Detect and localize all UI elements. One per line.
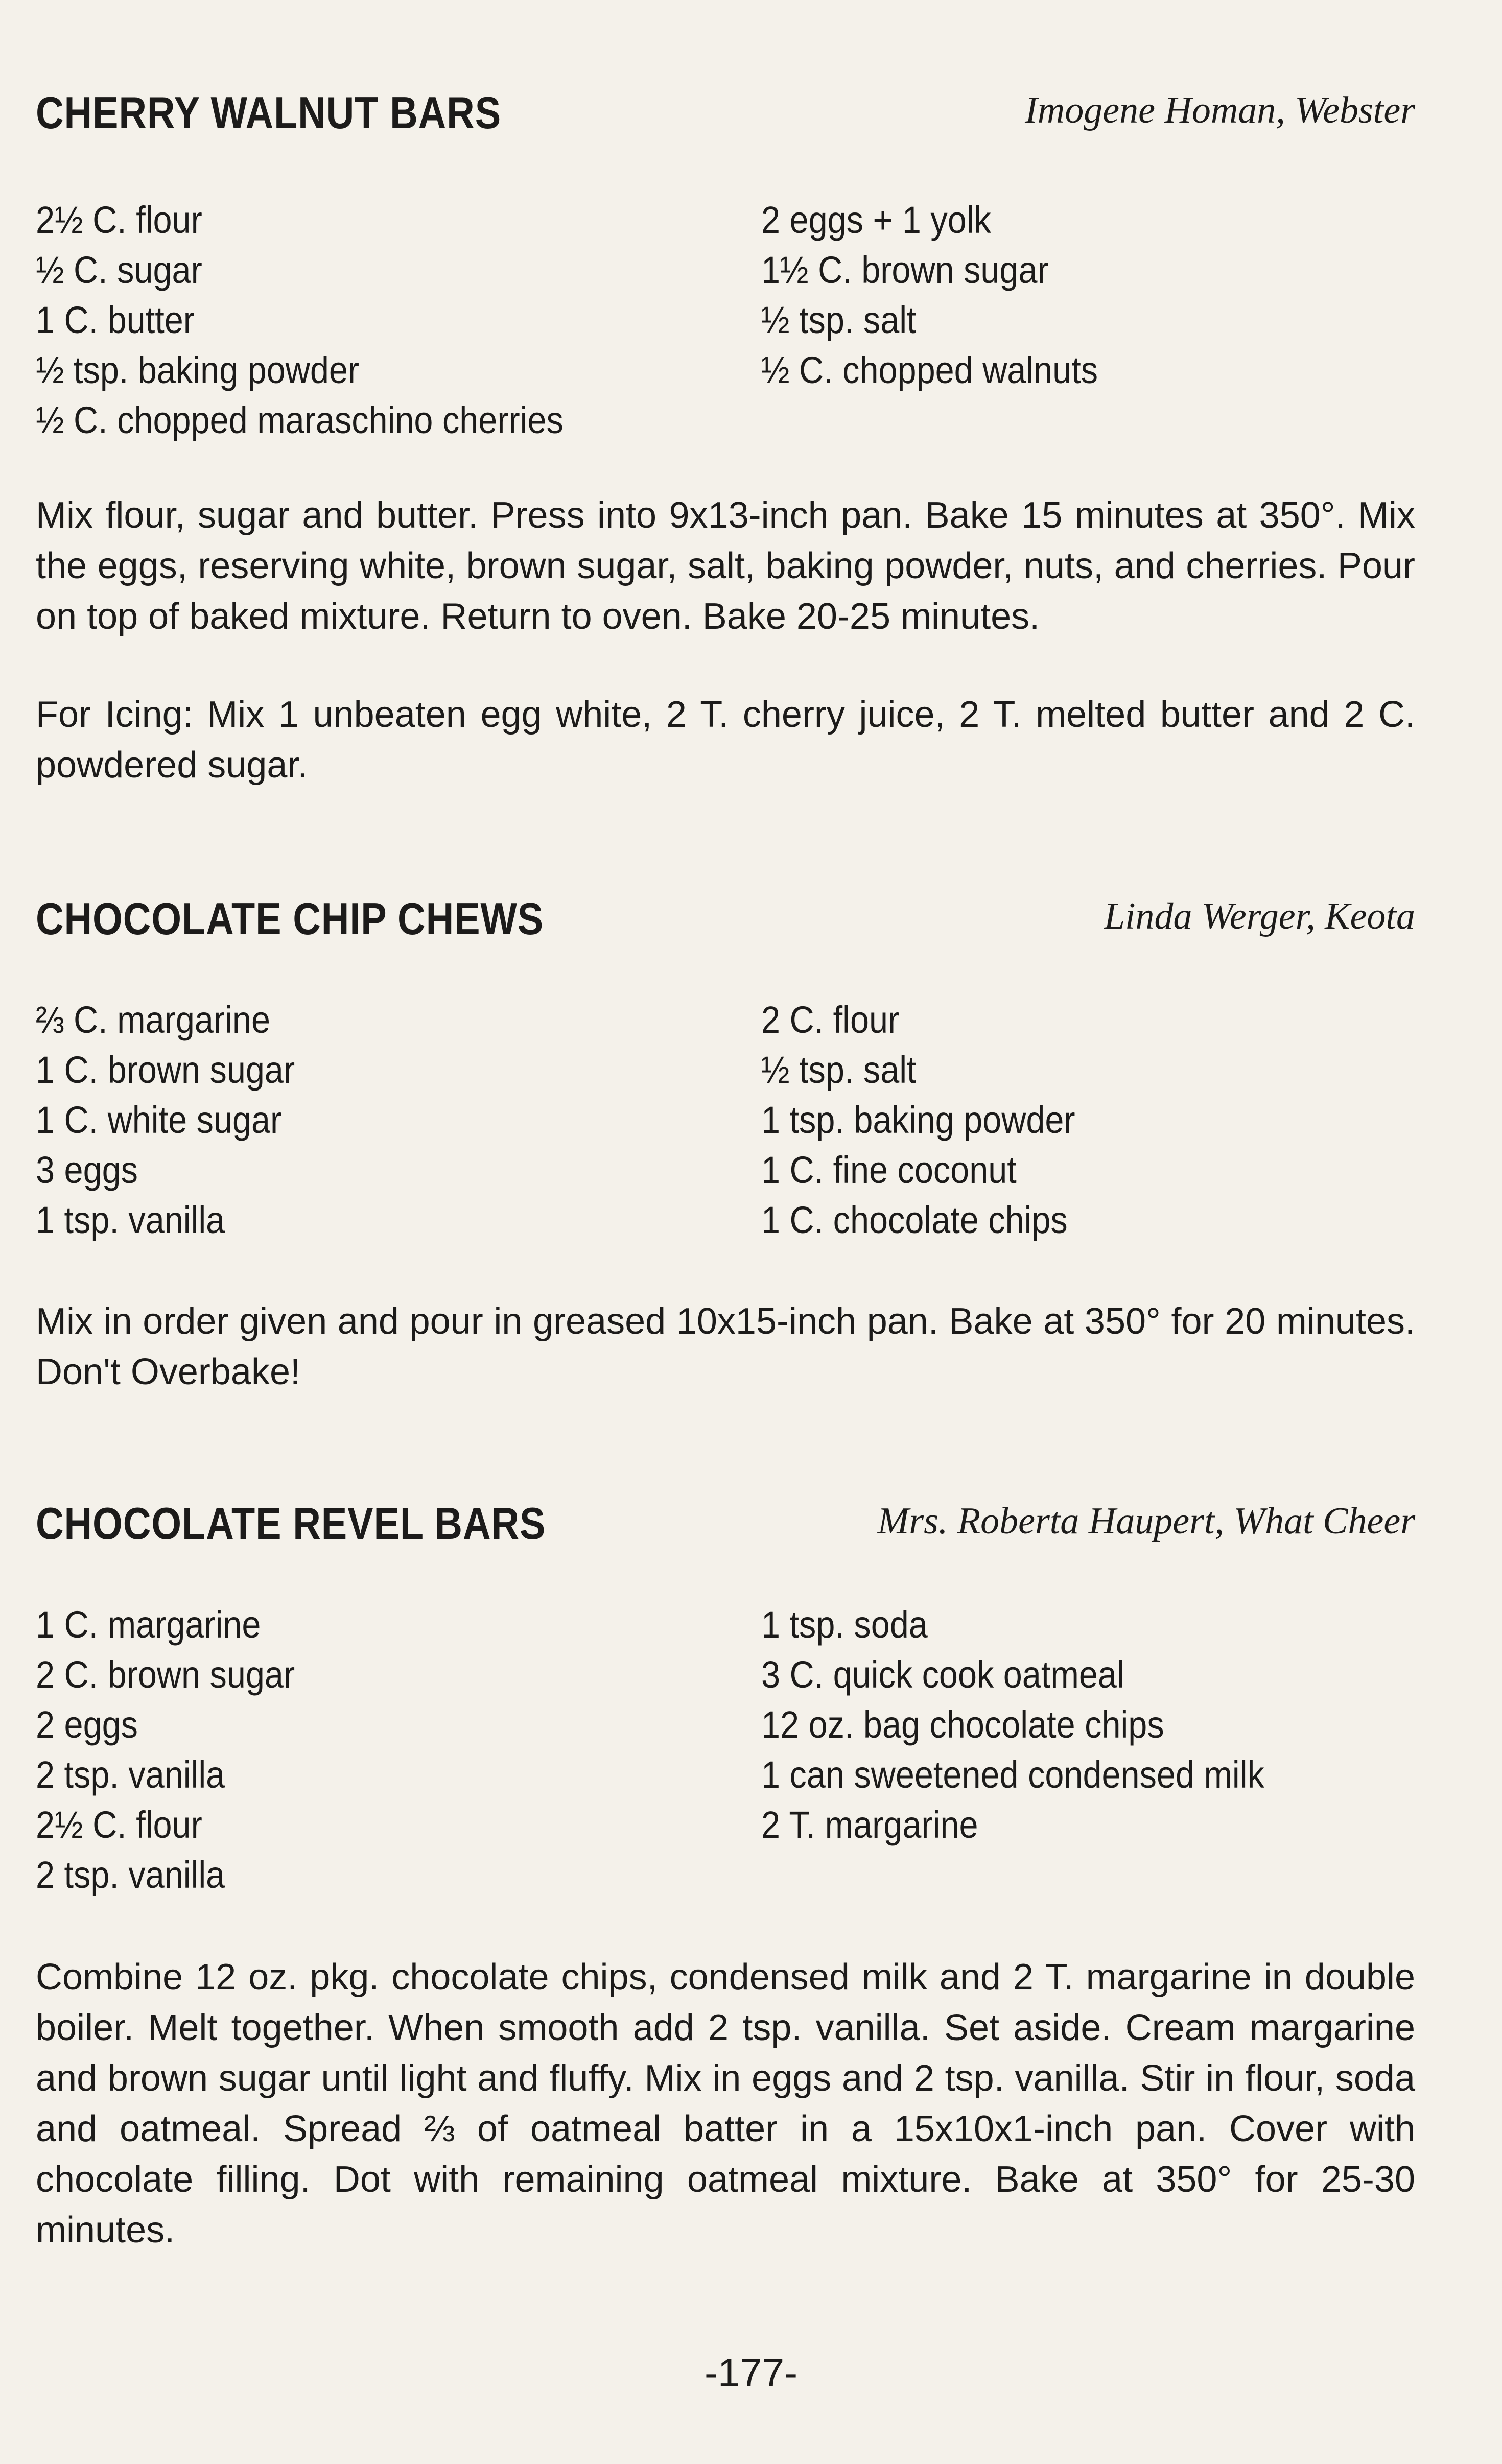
ingredient: ½ tsp. salt — [761, 299, 917, 341]
ingredient: 1 tsp. baking powder — [761, 1099, 1075, 1141]
ingredient: 2½ C. flour — [36, 1804, 202, 1846]
ingredient: 2 C. flour — [761, 999, 900, 1041]
ingredients-left-column — [36, 1600, 324, 1900]
ingredient: 1 tsp. vanilla — [36, 1199, 225, 1241]
ingredient: ⅔ C. margarine — [36, 999, 270, 1041]
ingredient: ½ tsp. baking powder — [36, 349, 360, 391]
recipe-author: Imogene Homan, Webster — [1025, 89, 1415, 131]
ingredient: 1 C. margarine — [36, 1603, 261, 1646]
ingredient: 1 C. butter — [36, 299, 195, 341]
ingredient: ½ C. chopped maraschino cherries — [36, 399, 564, 441]
ingredient: ½ tsp. salt — [761, 1049, 917, 1091]
ingredients-left-column — [36, 995, 324, 1245]
icing-instructions: For Icing: Mix 1 unbeaten egg white, 2 T. cherry juice, 2 T. melted butter and 2 C. powdered sugar. — [36, 694, 1415, 786]
ingredient: 2 eggs + 1 yolk — [761, 199, 991, 241]
ingredients-right-column — [761, 995, 1110, 1245]
recipe-title: CHOCOLATE CHIP CHEWS — [36, 893, 544, 944]
ingredient: 2 eggs — [36, 1703, 138, 1746]
ingredient: 2 T. margarine — [761, 1804, 978, 1846]
recipe-author: Linda Werger, Keota — [1104, 895, 1415, 937]
ingredient: 1 can sweetened condensed milk — [761, 1754, 1264, 1796]
ingredient: ½ C. chopped walnuts — [761, 349, 1098, 391]
ingredient: 1 C. white sugar — [36, 1099, 282, 1141]
ingredient: 1½ C. brown sugar — [761, 249, 1049, 291]
ingredient: ½ C. sugar — [36, 249, 202, 291]
recipe-instructions: Mix flour, sugar and butter. Press into 9x13-inch pan. Bake 15 minutes at 350°. Mix the eggs, reserving white, brown sugar, salt, baking powder, nuts, and cherries. Pour on top of baked mixture. Return to oven. Bake 20-25 minutes. — [36, 495, 1415, 637]
page-number: -177- — [704, 2350, 798, 2395]
ingredient: 3 eggs — [36, 1149, 138, 1191]
ingredient: 1 C. brown sugar — [36, 1049, 295, 1091]
ingredients-left-column — [36, 195, 622, 445]
ingredient: 2 tsp. vanilla — [36, 1854, 225, 1896]
ingredient: 2 C. brown sugar — [36, 1653, 295, 1696]
ingredient: 1 tsp. soda — [761, 1603, 928, 1646]
ingredient: 1 C. fine coconut — [761, 1149, 1017, 1191]
ingredients-right-column — [761, 1600, 1320, 1850]
ingredients-right-column — [761, 195, 1135, 395]
ingredient: 2 tsp. vanilla — [36, 1754, 225, 1796]
recipe-title: CHERRY WALNUT BARS — [36, 87, 502, 138]
recipe-instructions: Combine 12 oz. pkg. chocolate chips, condensed milk and 2 T. margarine in double boiler. Melt together. When smooth add 2 tsp. vanilla. Set aside. Cream margarine and brown sugar until light and fluffy. Mix in eggs and 2 tsp. vanilla. Stir in flour, soda and oatmeal. Spread ⅔ of oatmeal batter in a 15x10x1-inch pan. Cover with chocolate filling. Dot with remaining oatmeal mixture. Bake at 350° for 25-30 minutes. — [36, 1957, 1415, 2250]
ingredient: 2½ C. flour — [36, 199, 202, 241]
recipe-title: CHOCOLATE REVEL BARS — [36, 1498, 546, 1549]
ingredient: 3 C. quick cook oatmeal — [761, 1653, 1124, 1696]
recipe-instructions: Mix in order given and pour in greased 10x15-inch pan. Bake at 350° for 20 minutes. Don't Overbake! — [36, 1301, 1415, 1392]
ingredient: 1 C. chocolate chips — [761, 1199, 1068, 1241]
ingredient: 12 oz. bag chocolate chips — [761, 1703, 1164, 1746]
recipe-author: Mrs. Roberta Haupert, What Cheer — [877, 1500, 1415, 1542]
